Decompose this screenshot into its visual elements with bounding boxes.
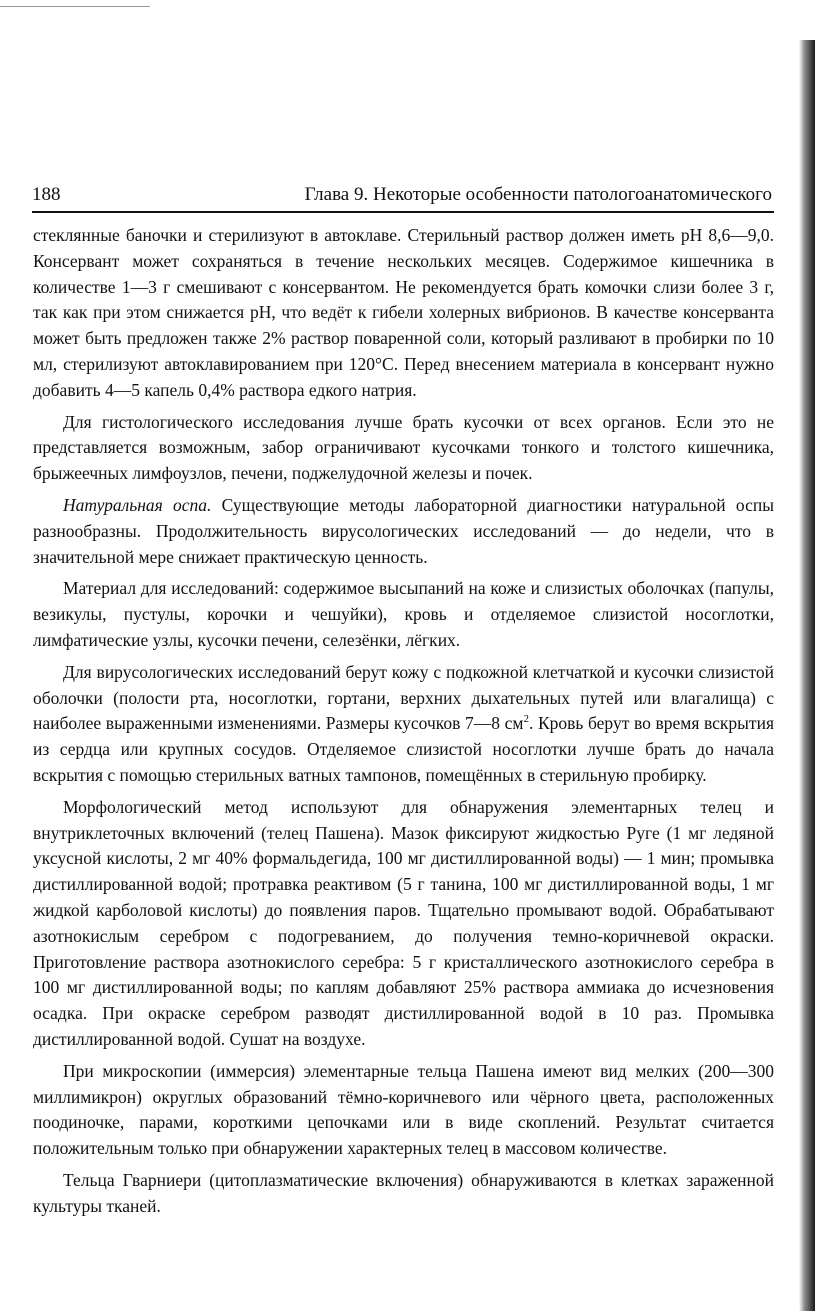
paragraph-2: Для гистологического исследования лучше брать кусочки от всех органов. Если это не представляется возможным, забор ограничивают кусочками тонкого и толстого кишечника, брыжеечных лимфоузлов, печени, поджелудочной железы и почек. [33, 411, 774, 484]
page-header [32, 184, 772, 212]
paragraph-4: Материал для исследований: содержимое высыпаний на коже и слизистых оболочках (папулы, везикулы, пустулы, корочки и чешуйки), кровь и отделяемое слизистой носоглотки, лимфатические узлы, кусочки печени, селезёнки, лёгких. [33, 578, 774, 650]
paragraph-3: Натуральная оспа. Существующие методы лабораторной диагностики натуральной оспы разнообразны. Продолжительность вирусологических исследований — до недели, что в значительной мере снижает практическую ценность. [33, 494, 774, 567]
paragraph-5: Для вирусологических исследований берут кожу с подкожной клетчаткой и кусочки слизистой оболочки (полости рта, носоглотки, гортани, верхних дыхательных путей или влагалища) с наиболее выраженными изменениями. Размеры кусочков 7—8 $см^2$. Кровь берут во время вскрытия из сердца или крупных сосудов. Отделяемое слизистой носоглотки лучше брать до начала вскрытия с помощью стерильных ватных тампонов, помещённых в стерильную пробирку. [33, 661, 774, 785]
header-rule [32, 211, 774, 213]
paragraph-1: стеклянные баночки и стерилизуют в автоклаве. Стерильный раствор должен иметь pH 8,6—9,0. Консервант может сохраняться в течение нескольких месяцев. Содержимое кишечника в количестве 1—3 г смешивают с консервантом. Не рекомендуется брать комочки слизи более 3 г, так как при этом снижается pH, что ведёт к гибели холерных вибрионов. В качестве консерванта может быть предложен также 2% раствор поваренной соли, который разливают в пробирки по 10 мл, стерилизуют автоклавированием при 120°С. Перед внесением материала в консервант нужно добавить 4—5 капель 0,4% раствора едкого натрия. [33, 225, 774, 400]
running-title: Глава 9. Некоторые особенности патологоанатомического [304, 184, 772, 205]
scan-edge-shadow [799, 40, 815, 1311]
page-number: 188 [32, 184, 61, 205]
paragraph-8: Тельца Гварниери (цитоплазматические включения) обнаруживаются в клетках зараженной культуры тканей. [33, 1169, 774, 1216]
scan-top-rule [0, 6, 150, 7]
body-text [33, 223, 774, 1225]
section-lead: Натуральная оспа. [63, 494, 212, 515]
superscript: 2 [523, 713, 529, 726]
paragraph-6: Морфологический метод используют для обнаружения элементарных телец и внутриклеточных включений (телец Пашена). Мазок фиксируют жидкостью Руге (1 мг ледяной уксусной кислоты, 2 мг 40% формальдегида, 100 мг дистиллированной воды) — 1 мин; промывка дистиллированной водой; протравка реактивом (5 г танина, 100 мг дистиллированной воды, 1 мг жидкой карболовой кислоты) до появления паров. Тщательно промывают водой. Обрабатывают азотнокислым серебром с подогреванием, до получения темно-коричневой окраски. Приготовление раствора азотнокислого серебра: 5 г кристаллического азотнокислого серебра в 100 мг дистиллированной воды; по каплям добавляют 25% раствора аммиака до исчезновения осадка. При окраске серебром разводят дистиллированной водой в 10 раз. Промывка дистиллированной водой. Сушат на воздухе. [33, 796, 774, 1049]
paragraph-7: При микроскопии (иммерсия) элементарные тельца Пашена имеют вид мелких (200—300 миллимикрон) округлых образований тёмно-коричневого или чёрного цвета, расположенных поодиночке, парами, короткими цепочками или в виде скоплений. Результат считается положительным только при обнаружении характерных телец в массовом количестве. [33, 1060, 774, 1159]
